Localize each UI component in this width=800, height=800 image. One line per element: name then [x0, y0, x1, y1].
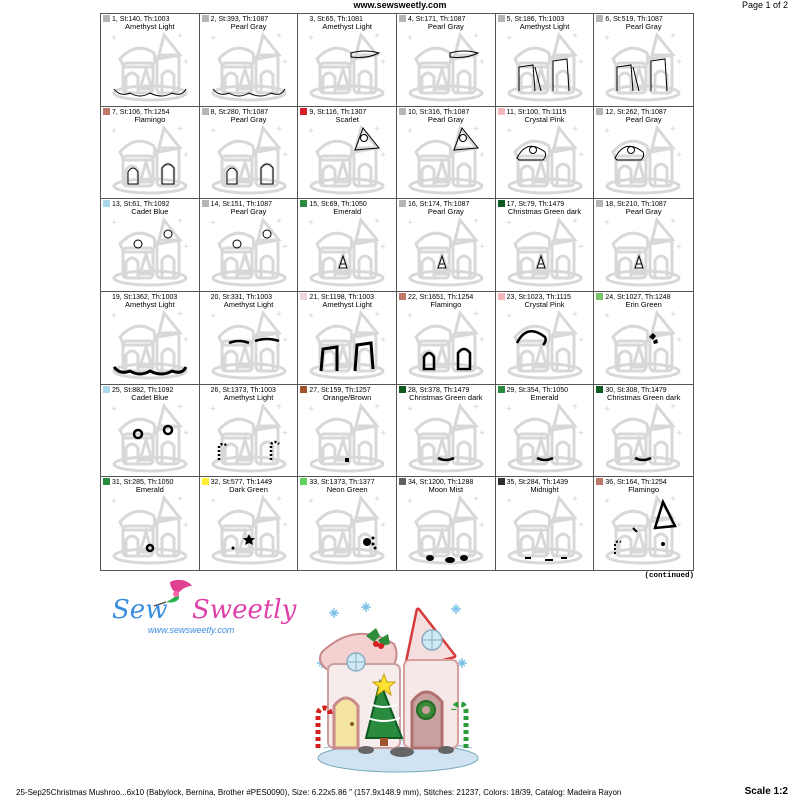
color-step-cell [397, 385, 496, 478]
step-stitch-info: 24, St:1027, Th:1248 [605, 293, 671, 301]
step-stitch-preview [307, 214, 387, 288]
thread-name: Christmas Green dark [409, 392, 483, 402]
step-stitch-preview [603, 307, 683, 381]
step-stitch-info: 21, St:1198, Th:1003 [309, 293, 375, 301]
thread-name: Crystal Pink [524, 299, 565, 309]
color-step-cell [397, 477, 496, 570]
color-step-cell [298, 292, 397, 385]
color-step-cell [200, 107, 299, 200]
color-step-cell [397, 199, 496, 292]
step-stitch-info: 16, St:174, Th:1087 [407, 201, 470, 209]
step-stitch-info: 12, St:262, Th:1087 [605, 108, 667, 116]
step-stitch-preview [406, 122, 486, 196]
color-step-cell [298, 477, 397, 570]
step-stitch-preview [110, 122, 190, 196]
step-stitch-info: 15, St:69, Th:1050 [309, 201, 367, 209]
page-number: Page 1 of 2 [741, 0, 788, 10]
step-stitch-info: 30, St:308, Th:1479 [605, 386, 667, 394]
step-stitch-preview [110, 214, 190, 288]
step-stitch-info: 27, St:159, Th:1257 [309, 386, 371, 394]
thread-color-swatch [498, 108, 505, 115]
step-stitch-info: 10, St:316, Th:1087 [407, 108, 470, 116]
step-stitch-preview [307, 492, 387, 566]
step-stitch-info: 20, St:331, Th:1003 [210, 293, 273, 301]
step-stitch-preview [406, 307, 486, 381]
thread-name: Amethyst Light [519, 22, 570, 31]
thread-color-swatch [202, 293, 209, 300]
thread-color-swatch [596, 15, 603, 22]
color-step-cell [101, 199, 200, 292]
step-stitch-preview [209, 400, 289, 474]
thread-name: Cadet Blue [131, 392, 169, 402]
thread-name: Crystal Pink [524, 114, 565, 124]
thread-name: Flamingo [134, 114, 166, 124]
step-stitch-preview [505, 214, 585, 288]
step-stitch-preview [110, 492, 190, 566]
thread-color-swatch [103, 200, 110, 207]
color-step-cell [101, 14, 200, 107]
color-step-cell [397, 107, 496, 200]
step-stitch-preview [209, 307, 289, 381]
color-step-cell [101, 385, 200, 478]
thread-color-swatch [202, 386, 209, 393]
step-stitch-info: 31, St:285, Th:1050 [112, 479, 174, 487]
step-stitch-info: 25, St:882, Th:1092 [112, 386, 174, 394]
thread-name: Moon Mist [428, 485, 464, 495]
thread-color-swatch [399, 293, 406, 300]
thread-color-swatch [498, 478, 505, 485]
color-step-cell [200, 292, 299, 385]
thread-name: Neon Green [326, 485, 368, 495]
design-preview [306, 598, 484, 778]
thread-name: Dark Green [229, 485, 268, 495]
thread-color-swatch [202, 478, 209, 485]
design-info-footer: 25-Sep25Christmas Mushroo...6x10 (Babylock, Bernina, Brother #PES0090), Size: 6.22x5.86 " (157.9x148.9 mm), Stitches: 21237, Colors: 18/39, Catalog: Madeira Rayon [16, 788, 622, 797]
thread-name: Pearl Gray [230, 114, 267, 124]
thread-color-swatch [596, 478, 603, 485]
step-stitch-preview [406, 400, 486, 474]
step-stitch-info: 8, St:280, Th:1087 [210, 108, 269, 116]
thread-name: Cadet Blue [131, 207, 169, 217]
thread-name: Emerald [135, 485, 164, 495]
step-stitch-info: 26, St:1373, Th:1003 [210, 386, 276, 394]
step-stitch-info: 19, St:1362, Th:1003 [112, 293, 178, 301]
thread-name: Amethyst Light [322, 22, 372, 31]
thread-color-swatch [300, 386, 307, 393]
thread-name: Christmas Green dark [606, 392, 681, 402]
color-step-cell [496, 385, 595, 478]
thread-color-swatch [300, 478, 307, 485]
thread-color-swatch [498, 200, 505, 207]
thread-color-swatch [498, 386, 505, 393]
step-stitch-info: 4, St:171, Th:1087 [407, 16, 466, 23]
step-stitch-preview [406, 214, 486, 288]
thread-color-swatch [103, 15, 110, 22]
color-step-cell [594, 385, 693, 478]
thread-name: Pearl Gray [625, 22, 662, 31]
thread-color-swatch [103, 478, 110, 485]
thread-name: Flamingo [628, 485, 660, 495]
thread-name: Amethyst Light [125, 299, 175, 309]
thread-color-swatch [399, 200, 406, 207]
thread-color-swatch [103, 293, 110, 300]
color-step-cell [496, 477, 595, 570]
color-step-cell [397, 14, 496, 107]
thread-name: Pearl Gray [427, 207, 464, 217]
thread-color-swatch [202, 200, 209, 207]
thread-name: Midnight [530, 485, 559, 495]
color-step-cell [200, 477, 299, 570]
color-step-cell [496, 292, 595, 385]
color-step-cell [594, 14, 693, 107]
step-stitch-info: 28, St:378, Th:1479 [407, 386, 470, 394]
thread-color-swatch [596, 200, 603, 207]
thread-color-swatch [596, 293, 603, 300]
step-stitch-info: 6, St:519, Th:1087 [605, 16, 663, 23]
thread-name: Christmas Green dark [507, 207, 582, 217]
thread-name: Flamingo [430, 299, 462, 309]
thread-color-swatch [399, 108, 406, 115]
thread-name: Pearl Gray [427, 114, 464, 124]
step-stitch-preview [209, 492, 289, 566]
color-step-cell [298, 199, 397, 292]
step-stitch-info: 13, St:61, Th:1092 [112, 201, 170, 209]
color-step-cell [594, 292, 693, 385]
thread-name: Pearl Gray [230, 22, 267, 31]
color-step-cell [594, 107, 693, 200]
step-stitch-info: 34, St:1200, Th:1288 [407, 479, 474, 487]
color-step-cell [200, 385, 299, 478]
step-stitch-preview [603, 122, 683, 196]
thread-color-swatch [202, 15, 209, 22]
thread-name: Pearl Gray [230, 207, 267, 217]
thread-name: Erin Green [625, 299, 662, 309]
color-step-cell [298, 385, 397, 478]
scale-label: Scale 1:2 [744, 786, 788, 797]
step-stitch-info: 14, St:151, Th:1087 [210, 201, 273, 209]
step-stitch-preview [307, 307, 387, 381]
color-step-cell [496, 14, 595, 107]
step-stitch-info: 5, St:186, Th:1003 [506, 16, 565, 23]
color-step-cell [298, 107, 397, 200]
site-url: www.sewsweetly.com [353, 0, 447, 10]
svg-text:Sweetly: Sweetly [192, 595, 297, 625]
step-stitch-preview [110, 29, 190, 103]
step-stitch-preview [505, 400, 585, 474]
step-stitch-info: 35, St:284, Th:1439 [506, 479, 569, 487]
color-step-cell [101, 477, 200, 570]
thread-name: Pearl Gray [625, 207, 662, 217]
step-stitch-info: 3, St:65, Th:1081 [309, 16, 363, 23]
color-step-cell [200, 14, 299, 107]
step-stitch-preview [505, 307, 585, 381]
step-stitch-preview [505, 122, 585, 196]
step-stitch-info: 17, St:79, Th:1479 [506, 201, 565, 209]
color-step-cell [496, 107, 595, 200]
thread-color-swatch [399, 386, 406, 393]
thread-name: Emerald [530, 392, 559, 402]
thread-name: Amethyst Light [223, 299, 274, 309]
step-stitch-info: 9, St:116, Th:1307 [309, 108, 367, 116]
color-step-cell [594, 477, 693, 570]
step-stitch-preview [406, 492, 486, 566]
color-step-cell [496, 199, 595, 292]
thread-color-swatch [300, 200, 307, 207]
step-stitch-info: 18, St:210, Th:1087 [605, 201, 667, 209]
svg-text:Sew: Sew [112, 595, 168, 625]
step-stitch-info: 1, St:140, Th:1003 [112, 16, 170, 23]
step-stitch-preview [406, 29, 486, 103]
step-stitch-preview [603, 492, 683, 566]
thread-color-swatch [300, 15, 307, 22]
color-sequence-grid [100, 13, 694, 571]
step-stitch-info: 23, St:1023, Th:1115 [506, 293, 571, 301]
step-stitch-info: 2, St:393, Th:1087 [210, 16, 269, 23]
thread-color-swatch [202, 108, 209, 115]
step-stitch-info: 33, St:1373, Th:1377 [309, 479, 375, 487]
thread-color-swatch [498, 15, 505, 22]
thread-color-swatch [596, 386, 603, 393]
step-stitch-preview [110, 307, 190, 381]
step-stitch-preview [307, 122, 387, 196]
thread-name: Emerald [333, 207, 362, 217]
thread-color-swatch [103, 108, 110, 115]
color-step-cell [200, 199, 299, 292]
step-stitch-preview [209, 29, 289, 103]
color-step-cell [397, 292, 496, 385]
thread-name: Scarlet [335, 114, 359, 124]
sew-sweetly-logo [108, 578, 308, 640]
step-stitch-info: 11, St:100, Th:1115 [506, 108, 567, 116]
step-stitch-info: 36, St:164, Th:1254 [605, 479, 667, 487]
svg-text:www.sewsweetly.com: www.sewsweetly.com [148, 625, 235, 635]
thread-name: Pearl Gray [625, 114, 662, 124]
thread-color-swatch [300, 108, 307, 115]
thread-name: Amethyst Light [223, 392, 274, 402]
thread-color-swatch [300, 293, 307, 300]
step-stitch-preview [603, 400, 683, 474]
thread-name: Pearl Gray [427, 22, 464, 31]
step-stitch-preview [209, 122, 289, 196]
thread-name: Amethyst Light [322, 299, 372, 309]
step-stitch-info: 22, St:1651, Th:1254 [407, 293, 474, 301]
step-stitch-preview [307, 29, 387, 103]
step-stitch-preview [307, 400, 387, 474]
thread-color-swatch [399, 15, 406, 22]
thread-color-swatch [596, 108, 603, 115]
step-stitch-preview [603, 29, 683, 103]
thread-name: Orange/Brown [322, 392, 372, 402]
step-stitch-info: 7, St:106, Th:1254 [112, 108, 170, 116]
thread-color-swatch [103, 386, 110, 393]
step-stitch-info: 32, St:577, Th:1449 [210, 479, 273, 487]
continued-note: (continued) [644, 572, 694, 580]
step-stitch-preview [209, 214, 289, 288]
thread-color-swatch [498, 293, 505, 300]
step-stitch-preview [603, 214, 683, 288]
step-stitch-preview [505, 492, 585, 566]
color-step-cell [298, 14, 397, 107]
color-step-cell [101, 107, 200, 200]
step-stitch-info: 29, St:354, Th:1050 [506, 386, 569, 394]
thread-name: Amethyst Light [125, 22, 175, 31]
thread-color-swatch [399, 478, 406, 485]
step-stitch-preview [505, 29, 585, 103]
step-stitch-preview [110, 400, 190, 474]
color-step-cell [594, 199, 693, 292]
color-step-cell [101, 292, 200, 385]
